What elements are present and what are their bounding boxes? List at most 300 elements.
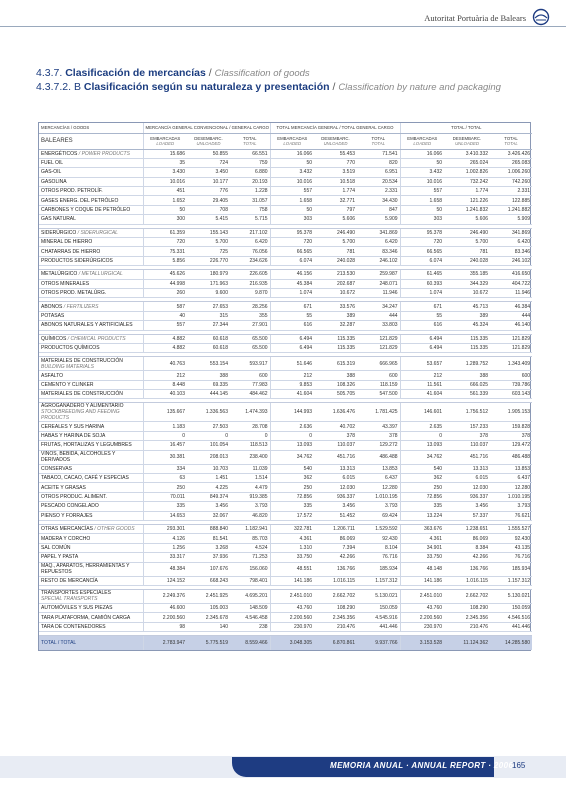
value-cell: 10.672 — [314, 288, 357, 297]
value-cell: 33.317 — [143, 553, 187, 562]
row-label-es: MAQ., APARATOS, HERRAMIENTAS Y REPUESTOS — [41, 563, 130, 576]
value-cell: 378 — [357, 431, 400, 440]
table-row — [39, 441, 532, 450]
value-cell: 42.266 — [314, 553, 357, 562]
row-label — [39, 177, 143, 186]
value-cell: 28.708 — [230, 422, 270, 431]
row-label-sep: / — [76, 229, 81, 236]
row-label-en: CHEMICAL PRODUCTS — [70, 335, 126, 342]
value-cell: 70.011 — [143, 492, 187, 501]
value-cell: 66.565 — [400, 247, 444, 256]
value-cell: 83.346 — [490, 247, 532, 256]
value-cell: 671 — [400, 302, 444, 311]
total-row — [39, 636, 532, 650]
row-label-es: MINERAL DE HIERRO — [41, 239, 93, 246]
row-label — [39, 483, 143, 492]
value-cell: 265.024 — [444, 158, 490, 167]
value-cell: 6.437 — [490, 474, 532, 483]
column-header-en: LOADED — [413, 141, 432, 146]
value-cell: 10.177 — [187, 177, 230, 186]
value-cell: 6.494 — [270, 334, 314, 343]
value-cell: 17.572 — [270, 511, 314, 520]
table-row — [39, 553, 532, 562]
total-value-cell: 14.285.580 — [490, 636, 532, 650]
value-cell: 2.662.702 — [444, 589, 490, 603]
row-label-es: OTRAS MERCANCÍAS — [41, 526, 93, 533]
value-cell: 29.405 — [187, 196, 230, 205]
value-cell: 69.335 — [187, 380, 230, 389]
category-row — [39, 149, 532, 158]
value-cell: 2.200.560 — [143, 613, 187, 622]
row-label — [39, 215, 143, 224]
value-cell: 561.339 — [444, 390, 490, 399]
value-cell: 4.361 — [400, 534, 444, 543]
value-cell: 0 — [270, 431, 314, 440]
value-cell: 230.970 — [270, 622, 314, 631]
row-label — [39, 474, 143, 483]
value-cell: 238.400 — [230, 450, 270, 464]
value-cell: 246.490 — [314, 228, 357, 237]
table-row — [39, 380, 532, 389]
column-header-en: TOTAL — [243, 141, 257, 146]
value-cell: 34.762 — [270, 450, 314, 464]
value-cell: 668.243 — [187, 576, 230, 585]
value-cell: 919.385 — [230, 492, 270, 501]
value-cell: 1.016.115 — [444, 576, 490, 585]
value-cell: 362 — [400, 474, 444, 483]
value-cell: 230.970 — [400, 622, 444, 631]
value-cell: 260 — [143, 288, 187, 297]
row-label-es: SIDERÚRGICO — [41, 229, 77, 236]
value-cell: 2.451.010 — [400, 589, 444, 603]
row-label-en: SIDERURGICAL — [80, 229, 118, 236]
value-cell: 444 — [357, 311, 400, 320]
table-row — [39, 371, 532, 380]
header-rule — [0, 26, 566, 27]
value-cell: 50 — [400, 205, 444, 214]
value-cell: 5.415 — [187, 215, 230, 224]
value-cell: 15.686 — [143, 149, 187, 158]
value-cell: 378 — [490, 431, 532, 440]
row-label-es: OTROS PROD. PETROLÍF. — [41, 188, 103, 195]
value-cell: 185.934 — [357, 562, 400, 576]
value-cell: 6.880 — [230, 168, 270, 177]
value-cell: 246.102 — [357, 256, 400, 265]
row-label — [39, 279, 143, 288]
value-cell: 0 — [400, 431, 444, 440]
row-label — [39, 334, 143, 343]
value-cell: 797 — [314, 205, 357, 214]
value-cell: 60.618 — [187, 343, 230, 352]
row-label-es: FRUTAS, HORTALIZAS Y LEGUMBRES — [41, 442, 132, 449]
value-cell: 41.604 — [270, 390, 314, 399]
value-cell: 72.856 — [270, 492, 314, 501]
value-cell: 76.716 — [490, 553, 532, 562]
value-cell: 53.657 — [400, 357, 444, 371]
value-cell: 315 — [187, 311, 230, 320]
value-cell: 136.766 — [444, 562, 490, 576]
value-cell: 31.057 — [230, 196, 270, 205]
value-cell: 341.869 — [490, 228, 532, 237]
column-header-en: LOADED — [156, 141, 175, 146]
value-cell: 50 — [143, 205, 187, 214]
value-cell: 335 — [143, 502, 187, 511]
value-cell: 335 — [400, 502, 444, 511]
value-cell: 4.545.916 — [357, 613, 400, 622]
column-header-es: DESEMBARC. — [452, 136, 482, 141]
table-row — [39, 196, 532, 205]
value-cell: 1.555.527 — [490, 525, 532, 534]
value-cell: 5.715 — [230, 215, 270, 224]
table-row — [39, 543, 532, 552]
value-cell: 208.013 — [187, 450, 230, 464]
value-cell: 9.870 — [230, 288, 270, 297]
value-cell: 4.225 — [187, 483, 230, 492]
row-label-es: ABONOS NATURALES Y ARTIFICIALES — [41, 322, 133, 329]
row-label-es: TARA PLATAFORMA, CAMIÓN CARGA — [41, 614, 131, 621]
value-cell: 95.378 — [270, 228, 314, 237]
column-header-es: DESEMBARC. — [321, 136, 350, 141]
value-cell: 12.280 — [357, 483, 400, 492]
row-label — [39, 321, 143, 330]
table-row — [39, 502, 532, 511]
table-row — [39, 311, 532, 320]
table-row — [39, 534, 532, 543]
value-cell: 553.154 — [187, 357, 230, 371]
value-cell: 33.750 — [270, 553, 314, 562]
value-cell: 202.687 — [314, 279, 357, 288]
value-cell: 157.233 — [444, 422, 490, 431]
row-label — [39, 256, 143, 265]
row-label — [39, 492, 143, 501]
subsection-title: 4.3.7.2. B Clasificación según su naturaleza y presentación / Classification by nature and packaging — [36, 81, 501, 93]
value-cell: 732.242 — [444, 177, 490, 186]
value-cell: 671 — [270, 302, 314, 311]
value-cell: 61.465 — [400, 270, 444, 279]
row-label-es: CEMENTO Y CLINKER — [41, 381, 94, 388]
category-row — [39, 357, 532, 371]
value-cell: 37.936 — [187, 553, 230, 562]
value-cell: 1.310 — [270, 543, 314, 552]
value-cell: 3.432 — [400, 168, 444, 177]
row-label-es: ABONOS — [41, 303, 63, 310]
value-cell: 300 — [143, 215, 187, 224]
value-cell: 141.186 — [400, 576, 444, 585]
value-cell: 820 — [357, 158, 400, 167]
value-cell: 129.272 — [357, 441, 400, 450]
value-cell: 6.074 — [400, 256, 444, 265]
value-cell: 1.016.115 — [314, 576, 357, 585]
value-cell: 86.069 — [444, 534, 490, 543]
column-header-en: LOADED — [283, 141, 302, 146]
value-cell: 118.159 — [357, 380, 400, 389]
value-cell: 140 — [187, 622, 230, 631]
value-cell: 60.618 — [187, 334, 230, 343]
value-cell: 720 — [400, 238, 444, 247]
value-cell: 76.056 — [230, 247, 270, 256]
value-cell: 185.934 — [490, 562, 532, 576]
row-label-es: QUÍMICOS — [41, 335, 67, 342]
value-cell: 2.331 — [490, 187, 532, 196]
value-cell: 30.381 — [143, 450, 187, 464]
row-label-es: TARA DE CONTENEDORES — [41, 623, 106, 630]
value-cell: 593.917 — [230, 357, 270, 371]
value-cell: 11.946 — [490, 288, 532, 297]
value-cell: 6.420 — [490, 238, 532, 247]
value-cell: 335 — [270, 502, 314, 511]
value-cell: 71.253 — [230, 553, 270, 562]
value-cell: 1.241.832 — [444, 205, 490, 214]
value-cell: 27.901 — [230, 321, 270, 330]
value-cell: 136.766 — [314, 562, 357, 576]
value-cell: 46.156 — [270, 270, 314, 279]
total-label-sep: / — [56, 639, 61, 646]
column-header-es: EMBARCADAS — [277, 136, 308, 141]
value-cell: 6.074 — [270, 256, 314, 265]
value-cell: 334 — [143, 464, 187, 473]
value-cell: 27.503 — [187, 422, 230, 431]
total-value-cell: 2.783.947 — [143, 636, 187, 650]
value-cell: 2.345.356 — [314, 613, 357, 622]
value-cell: 1.774 — [444, 187, 490, 196]
table-group-header — [39, 123, 532, 133]
value-cell: 4.695.201 — [230, 589, 270, 603]
row-label-sep: / — [77, 271, 82, 278]
value-cell: 4.882 — [143, 334, 187, 343]
value-cell: 150.059 — [490, 603, 532, 612]
row-label — [39, 511, 143, 520]
total-value-cell: 9.937.766 — [357, 636, 400, 650]
value-cell: 122.885 — [490, 196, 532, 205]
value-cell: 389 — [314, 311, 357, 320]
value-cell: 3.426.426 — [490, 149, 532, 158]
value-cell: 5.606 — [444, 215, 490, 224]
row-label — [39, 158, 143, 167]
value-cell: 46.384 — [490, 302, 532, 311]
value-cell: 4.882 — [143, 343, 187, 352]
column-header-en: UNLOADED — [196, 141, 221, 146]
value-cell: 2.249.376 — [143, 589, 187, 603]
value-cell: 8.384 — [444, 543, 490, 552]
value-cell: 1.157.312 — [357, 576, 400, 585]
row-label — [39, 589, 143, 603]
value-cell: 322.781 — [270, 525, 314, 534]
value-cell: 2.200.560 — [270, 613, 314, 622]
table-row — [39, 492, 532, 501]
value-cell: 2.451.925 — [187, 589, 230, 603]
table-row — [39, 450, 532, 464]
value-cell: 108.290 — [314, 603, 357, 612]
value-cell: 33.750 — [400, 553, 444, 562]
value-cell: 144.993 — [270, 403, 314, 422]
row-label — [39, 622, 143, 631]
value-cell: 48.148 — [400, 562, 444, 576]
value-cell: 720 — [143, 238, 187, 247]
row-label-es: MADERA Y CORCHO — [41, 535, 91, 542]
value-cell: 32.771 — [314, 196, 357, 205]
total-label-en: TOTAL — [60, 639, 77, 646]
value-cell: 1.183 — [143, 422, 187, 431]
value-cell: 105.003 — [187, 603, 230, 612]
row-label — [39, 302, 143, 311]
row-label — [39, 205, 143, 214]
value-cell: 388 — [314, 371, 357, 380]
row-label-es: SAL COMÚN — [41, 544, 71, 551]
value-cell: 3.793 — [230, 502, 270, 511]
row-label — [39, 357, 143, 371]
row-label-es: GASES ENERG. DEL PETRÓLEO — [41, 197, 119, 204]
column-header-en: UNLOADED — [323, 141, 348, 146]
value-cell: 4.546.516 — [490, 613, 532, 622]
row-label-es: OTROS MINERALES — [41, 280, 90, 287]
value-cell: 40.763 — [143, 357, 187, 371]
table-row — [39, 187, 532, 196]
value-cell: 725 — [187, 247, 230, 256]
value-cell: 547.500 — [357, 390, 400, 399]
row-label-es: HABAS Y HARINA DE SOJA — [41, 433, 106, 440]
value-cell: 259.987 — [357, 270, 400, 279]
row-label-en: SPECIAL TRANSPORTS — [41, 596, 98, 603]
value-cell: 1.182.941 — [230, 525, 270, 534]
value-cell: 60.393 — [400, 279, 444, 288]
column-header-en: UNLOADED — [455, 141, 479, 146]
value-cell: 13.853 — [357, 464, 400, 473]
value-cell: 48.384 — [143, 562, 187, 576]
table-sub-header — [39, 133, 532, 149]
row-label-en: POWER PRODUCTS — [81, 150, 130, 157]
value-cell: 0 — [230, 431, 270, 440]
table-row — [39, 177, 532, 186]
table-row — [39, 603, 532, 612]
value-cell: 1.781.425 — [357, 403, 400, 422]
value-cell: 444.145 — [187, 390, 230, 399]
table-row — [39, 483, 532, 492]
category-row — [39, 270, 532, 279]
value-cell: 81.541 — [187, 534, 230, 543]
value-cell: 101.054 — [187, 441, 230, 450]
value-cell: 12.280 — [490, 483, 532, 492]
value-cell: 936.337 — [314, 492, 357, 501]
value-cell: 16.457 — [143, 441, 187, 450]
value-cell: 1.774 — [314, 187, 357, 196]
column-header — [357, 133, 400, 149]
value-cell: 3.456 — [187, 502, 230, 511]
section-title: 4.3.7. Clasificación de mercancías / Classification of goods — [36, 67, 310, 79]
row-label-es: RESTO DE MERCANCÍA — [41, 577, 98, 584]
value-cell: 389 — [444, 311, 490, 320]
value-cell: 0 — [187, 431, 230, 440]
value-cell: 1.241.882 — [490, 205, 532, 214]
row-label-es: CONSERVAS — [41, 465, 72, 472]
value-cell: 240.028 — [444, 256, 490, 265]
row-label-sep: / — [77, 150, 82, 157]
value-cell: 6.494 — [400, 343, 444, 352]
row-label-es: POTASAS — [41, 312, 65, 319]
row-label-es: GAS-OIL — [41, 169, 62, 176]
value-cell: 1.529.592 — [357, 525, 400, 534]
value-cell: 65.500 — [230, 343, 270, 352]
value-cell: 505.705 — [314, 390, 357, 399]
value-cell: 248.071 — [357, 279, 400, 288]
value-cell: 5.909 — [490, 215, 532, 224]
table-row — [39, 474, 532, 483]
column-header-es: TOTAL — [504, 136, 518, 141]
value-cell: 10.518 — [314, 177, 357, 186]
value-cell: 146.601 — [400, 403, 444, 422]
row-label-es: PAPEL Y PASTA — [41, 554, 79, 561]
value-cell: 12.030 — [444, 483, 490, 492]
value-cell: 43.135 — [490, 543, 532, 552]
value-cell: 4.546.458 — [230, 613, 270, 622]
value-cell: 13.313 — [444, 464, 490, 473]
value-cell: 212 — [143, 371, 187, 380]
value-cell: 1.074 — [400, 288, 444, 297]
row-label — [39, 187, 143, 196]
value-cell: 444 — [490, 311, 532, 320]
value-cell: 108.290 — [444, 603, 490, 612]
row-label-es: CARBONES Y COQUE DE PETRÓLEO — [41, 207, 131, 214]
value-cell: 6.437 — [357, 474, 400, 483]
value-cell: 210.476 — [444, 622, 490, 631]
value-cell: 66.551 — [230, 149, 270, 158]
row-label-es: FUEL OIL — [41, 160, 64, 167]
value-cell: 888.840 — [187, 525, 230, 534]
value-cell: 46.140 — [490, 321, 532, 330]
value-cell: 50 — [400, 158, 444, 167]
value-cell: 41.604 — [400, 390, 444, 399]
value-cell: 587 — [143, 302, 187, 311]
row-label-es: AUTOMÓVILES Y SUS PIEZAS — [41, 605, 113, 612]
report-label: MEMORIA ANUAL · ANNUAL REPORT · 2006 — [330, 761, 514, 770]
value-cell: 1.336.563 — [187, 403, 230, 422]
column-header — [314, 133, 357, 149]
row-label — [39, 576, 143, 585]
value-cell: 76.716 — [357, 553, 400, 562]
row-label — [39, 450, 143, 464]
row-label-en: OTHER GOODS — [97, 526, 135, 533]
value-cell: 1.238.651 — [444, 525, 490, 534]
table-row — [39, 431, 532, 440]
value-cell: 10.672 — [444, 288, 490, 297]
value-cell: 171.963 — [187, 279, 230, 288]
total-value-cell: 3.153.528 — [400, 636, 444, 650]
value-cell: 226.605 — [230, 270, 270, 279]
row-label — [39, 288, 143, 297]
value-cell: 1.074 — [270, 288, 314, 297]
value-cell: 742.260 — [490, 177, 532, 186]
value-cell: 40.103 — [143, 390, 187, 399]
value-cell: 98 — [143, 622, 187, 631]
value-cell: 238 — [230, 622, 270, 631]
value-cell: 155.143 — [187, 228, 230, 237]
value-cell: 118.513 — [230, 441, 270, 450]
value-cell: 121.226 — [444, 196, 490, 205]
row-label — [39, 553, 143, 562]
value-cell: 1.002.826 — [444, 168, 490, 177]
value-cell: 180.979 — [187, 270, 230, 279]
total-value-cell: 11.124.362 — [444, 636, 490, 650]
row-label — [39, 431, 143, 440]
table-row — [39, 256, 532, 265]
value-cell: 124.152 — [143, 576, 187, 585]
row-label — [39, 380, 143, 389]
table-row — [39, 343, 532, 352]
column-header — [187, 133, 230, 149]
value-cell: 6.420 — [230, 238, 270, 247]
column-header — [444, 133, 490, 149]
value-cell: 0 — [143, 431, 187, 440]
row-label — [39, 525, 143, 534]
